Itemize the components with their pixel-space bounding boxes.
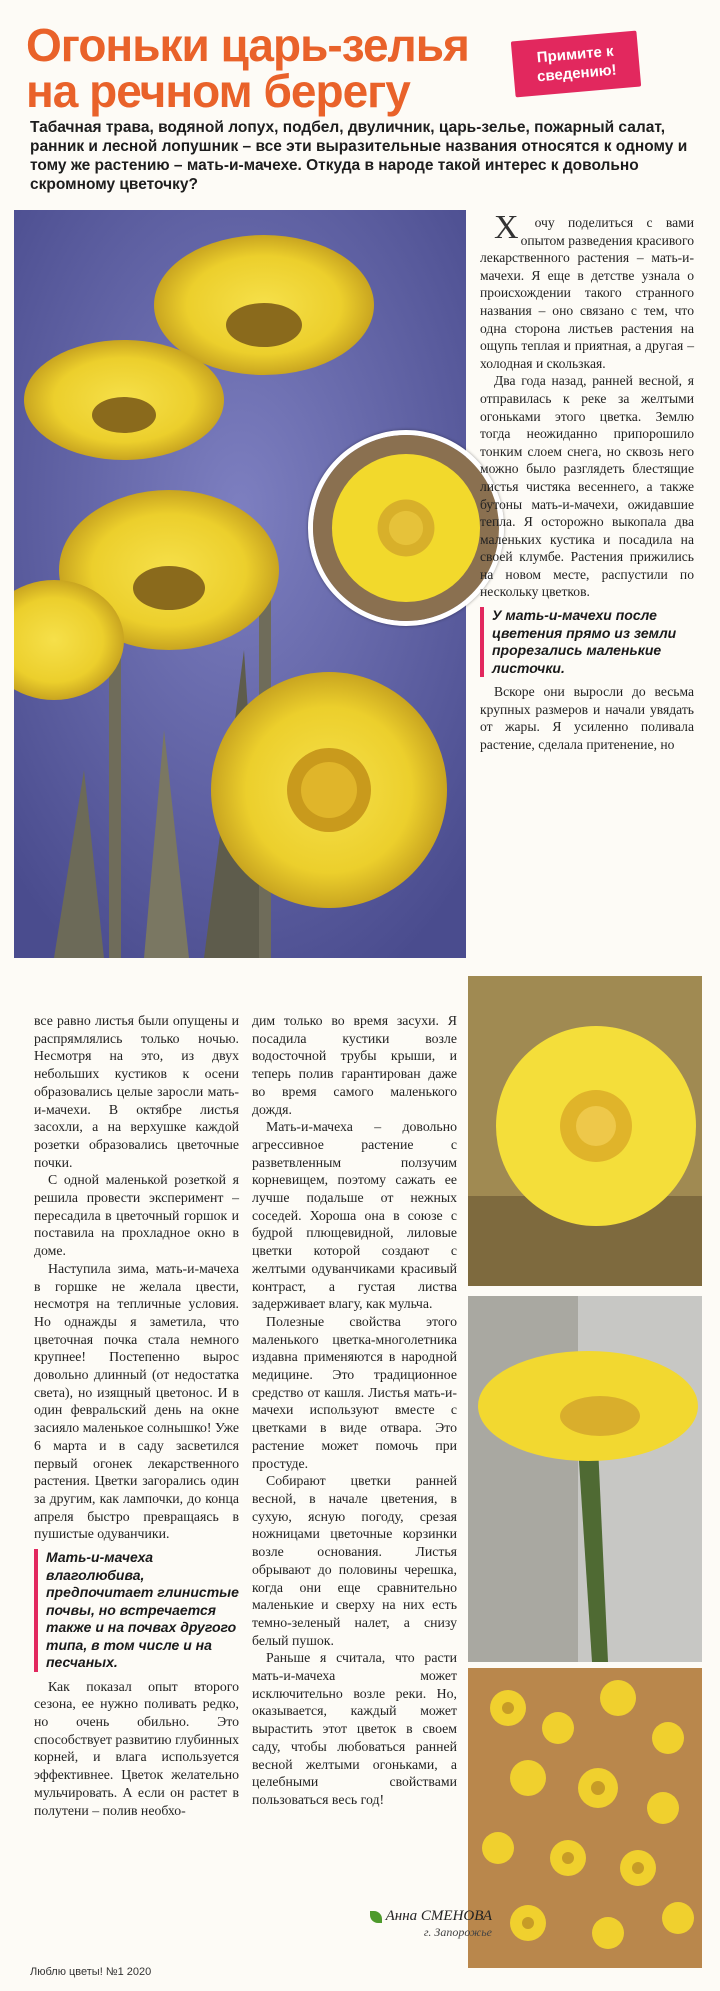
paragraph: Собирают цветки ранней весной, в начале цветения, в сухую, ясную погоду, срезая ножницами цветочные корзинки возле основания. Листья обрывают до половины черешка, когда они еще сравнительно маленькие и сверху на них есть темно-зеленый налет, а снизу белый пушок. xyxy=(252,1473,457,1648)
article-lead: Табачная трава, водяной лопух, подбел, двуличник, царь-зелье, пожарный салат, ранник и лесной лопушник – все эти выразительные названия относятся к одному и тому же растению – мать-и-мачехе. Откуда в народе такой интерес к довольно скромному цветочку? xyxy=(30,119,688,193)
author-signature xyxy=(370,1908,492,1940)
paragraph: Мать-и-мачеха – довольно агрессивное растение с разветвленным ползучим корневищем, поэтому сажать ее лучше подальше от нежных соседей. Хороша она в союзе с будрой плющевидной, лиловые цветки которой создают с желтыми одуванчиками красивый контраст, а густая листва задерживает влагу, как мульча. xyxy=(252,1119,457,1312)
paragraph: Наступила зима, мать-и-мачеха в горшке не желала цвести, несмотря на тепличные условия. Но однажды я заметила, что цветочная почка стала немного крупнее! Постепенно вырос довольно длинный (от недостатка света), но изящный цветонос. И в один февральский день на окне засияло маленькое солнышко! Уже 6 марта и в саду засветился первый огонек лекарственного растения. Цветки загорались один за другим, как лампочки, до конца апреля быстро превращаясь в пушистые одуванчики. xyxy=(34,1260,239,1542)
callout-quote: Мать-и-мачеха влаголюбива, предпочитает глинистые почвы, но встречается также и на почвах другого типа, в том числе и на песчаных. xyxy=(34,1549,239,1672)
paragraph: Полезные свойства этого маленького цветка-многолетника издавна применяются в народной медицине. Это традиционное средство от кашля. Листья мать-и-мачехи используют вместе с цветками в виде отвара. Это растение может помочь при простуде. xyxy=(252,1313,457,1471)
column-middle xyxy=(252,1012,457,1809)
side-photo-3 xyxy=(468,1668,702,1968)
paragraph: С одной маленькой розеткой я решила провести эксперимент – пересадила в цветочный горшок и поставила на прохладное окно в доме. xyxy=(34,1172,239,1259)
column-left xyxy=(34,1012,239,1819)
side-photo-1 xyxy=(468,976,702,1286)
leaf-icon xyxy=(370,1911,382,1923)
info-badge: Примите к сведению! xyxy=(511,31,641,98)
paragraph: Вскоре они выросли до весьма крупных размеров и начали увядать от жары. Я усиленно поливала растение, сделала притенение, но xyxy=(480,684,694,752)
callout-quote: У мать-и-мачехи после цветения прямо из земли прорезались маленькие листочки. xyxy=(480,607,694,677)
article-title: Огоньки царь-зелья на речном берегу xyxy=(26,19,469,117)
inset-flower-photo xyxy=(308,430,504,626)
paragraph: Как показал опыт второго сезона, ее нужно поливать редко, но очень обильно. Это способствует развитию глубинных корней, и влага используется эффективнее. Цветок желательно мульчировать. А если он растет в полутени – полив необхо- xyxy=(34,1678,239,1818)
side-photo-2 xyxy=(468,1296,702,1662)
paragraph: Хочу поделиться с вами опытом разведения красивого лекарственного растения – мать-и-мачехи. Я еще в детстве узнала о происхождении такого странного названия – оно связано с тем, что одна сторона листьев растения на ощупь теплая и приятная, а другая – холодная и скользкая. xyxy=(480,209,694,371)
paragraph: Раньше я считала, что расти мать-и-мачеха может исключительно возле реки. Но, оказывается, каждый может вырастить этот цветок в своем саду, чтобы любоваться ранней весной желтыми огоньками, а целебными свойствами пользоваться весь год! xyxy=(252,1650,457,1807)
column-right-top xyxy=(480,209,694,753)
paragraph: все равно листья были опущены и распрямлялись только ночью. Несмотря на это, из двух небольших кустиков к осени образовались целые заросли мать-и-мачехи. В октябре листья засохли, а на верхушке каждой розетки образовались цветочные почки. xyxy=(34,1013,239,1170)
paragraph: Два года назад, ранней весной, я отправилась к реке за желтыми огоньками этого цветка. Землю тогда неожиданно припорошило тонким слоем снега, но сквозь него можно было разглядеть блестящие листья чистяка весеннего, а также бутоны мать-и-мачехи, ожидавшие тепла. Я осторожно выкопала два маленьких кустика и посадила на своей клумбе. Растения прижились на новом месте, распустили по нескольку цветков. xyxy=(480,373,694,600)
magazine-footer: Люблю цветы! №1 2020 xyxy=(30,1966,152,1978)
paragraph: дим только во время засухи. Я посадила кустики возле водосточной трубы крыши, и теперь полив гарантирован даже во время самого маленького дождя. xyxy=(252,1013,457,1117)
author-city: г. Запорожье xyxy=(423,1925,492,1939)
author-name: Анна СМЕНОВА xyxy=(385,1908,492,1924)
